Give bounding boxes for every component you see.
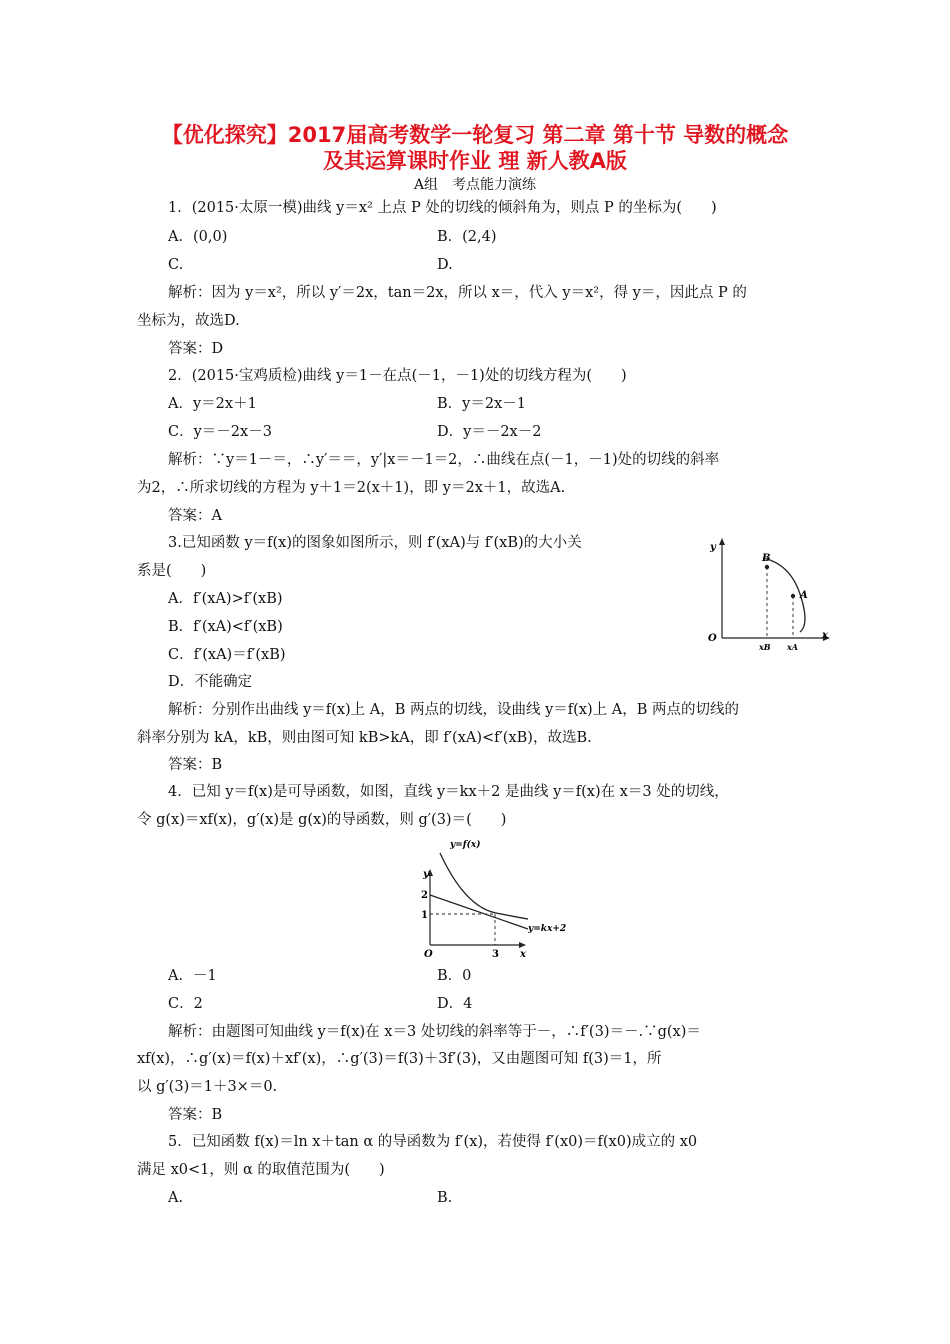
q2-solution-1: 解析：∵y＝1－＝，∴y′＝＝，y′|x＝－1＝2，∴曲线在点(－1，－1)处的切线的斜率 <box>168 452 720 468</box>
q3-label-y: y <box>710 542 716 553</box>
q4-option-c: C．2 <box>168 996 203 1012</box>
q4-label-curve: y=f(x) <box>450 840 481 850</box>
q5-stem-2: 满足 x0<1，则 α 的取值范围为( ) <box>137 1162 385 1178</box>
q4-answer: 答案：B <box>168 1107 223 1123</box>
q4-curve-f <box>440 853 528 919</box>
q3-option-b: B．f′(xA)<f′(xB) <box>168 619 283 635</box>
q4-tick-1: 1 <box>421 910 428 921</box>
q4-label-o: O <box>424 949 433 960</box>
q4-option-d: D．4 <box>437 996 473 1012</box>
q3-stem-1: 3.已知函数 y＝f(x)的图象如图所示，则 f′(xA)与 f′(xB)的大小关 <box>168 535 582 551</box>
doc-title-line2: 及其运算课时作业 理 新人教A版 <box>323 149 627 173</box>
q3-curve <box>763 558 805 632</box>
q1-option-d: D. <box>437 257 453 273</box>
q2-answer: 答案：A <box>168 508 222 524</box>
q4-tick-2: 2 <box>421 890 428 901</box>
q3-point-a <box>791 594 795 598</box>
q5-stem-1: 5．已知函数 f(x)＝ln x＋tan α 的导函数为 f′(x)，若使得 f′(x0)＝f(x0)成立的 x0 <box>168 1134 698 1150</box>
q4-tangent-line <box>430 895 528 929</box>
q4-stem-2: 令 g(x)＝xf(x)，g′(x)是 g(x)的导函数，则 g′(3)＝( ) <box>137 812 507 828</box>
q3-option-c: C．f′(xA)＝f′(xB) <box>168 647 286 663</box>
q1-option-c: C. <box>168 257 184 273</box>
group-heading: A组 考点能力演练 <box>413 177 537 193</box>
q1-answer: 答案：D <box>168 341 224 357</box>
q3-stem-2: 系是( ) <box>137 563 207 579</box>
q3-label-x: x <box>822 630 828 641</box>
q4-x-arrow <box>519 942 526 948</box>
q3-option-a: A．f′(xA)>f′(xB) <box>168 591 283 607</box>
q1-solution-1: 解析：因为 y＝x²，所以 y′＝2x，tan＝2x，所以 x＝，代入 y＝x²，得 y＝，因此点 P 的 <box>168 285 747 301</box>
doc-title-line1: 【优化探究】2017届高考数学一轮复习 第二章 第十节 导数的概念 <box>161 123 789 147</box>
q1-option-a: A．(0,0) <box>168 229 228 245</box>
q4-option-b: B．0 <box>437 968 472 984</box>
q3-y-arrow <box>719 538 725 545</box>
q5-option-b: B. <box>437 1190 453 1206</box>
q4-label-line: y=kx+2 <box>528 924 567 934</box>
q3-option-d: D．不能确定 <box>168 674 253 690</box>
q2-solution-2: 为2，∴所求切线的方程为 y＋1＝2(x＋1)，即 y＝2x＋1，故选A. <box>137 480 566 496</box>
q3-label-xa: xA <box>787 642 798 652</box>
q1-stem: 1．(2015·太原一模)曲线 y＝x² 上点 P 处的切线的倾斜角为，则点 P 的坐标为( ) <box>168 200 717 216</box>
q4-solution-1: 解析：由题图可知曲线 y＝f(x)在 x＝3 处切线的斜率等于－，∴f′(3)＝－.∵g(x)＝ <box>168 1024 701 1040</box>
q2-option-b: B．y＝2x－1 <box>437 396 526 412</box>
q2-option-c: C．y＝－2x－3 <box>168 424 272 440</box>
q4-tick-3: 3 <box>492 949 499 960</box>
q4-label-y: y <box>423 869 429 880</box>
q3-figure <box>700 530 840 655</box>
q3-solution-2: 斜率分别为 kA，kB，则由图可知 kB>kA，即 f′(xA)<f′(xB)，故选B. <box>137 730 592 746</box>
q3-point-b <box>765 565 769 569</box>
q1-option-b: B．(2,4) <box>437 229 497 245</box>
q2-option-d: D．y＝－2x－2 <box>437 424 542 440</box>
q3-label-xb: xB <box>759 642 771 652</box>
q3-label-a: A <box>800 590 808 601</box>
q2-option-a: A．y＝2x＋1 <box>168 396 257 412</box>
q1-solution-2: 坐标为，故选D. <box>137 313 240 329</box>
q3-answer: 答案：B <box>168 757 223 773</box>
q4-solution-2: xf(x)，∴g′(x)＝f(x)＋xf′(x)，∴g′(3)＝f(3)＋3f′(3)，又由题图可知 f(3)＝1，所 <box>137 1051 662 1067</box>
q4-figure <box>410 835 580 960</box>
q4-label-x: x <box>520 949 526 960</box>
q4-stem-1: 4．已知 y＝f(x)是可导函数，如图，直线 y＝kx＋2 是曲线 y＝f(x)在 x＝3 处的切线， <box>168 784 729 800</box>
q2-stem: 2．(2015·宝鸡质检)曲线 y＝1－在点(－1，－1)处的切线方程为( ) <box>168 368 627 384</box>
q3-solution-1: 解析：分别作出曲线 y＝f(x)上 A，B 两点的切线，设曲线 y＝f(x)上 A，B 两点的切线的 <box>168 702 740 718</box>
q4-solution-3: 以 g′(3)＝1＋3×＝0. <box>137 1079 278 1095</box>
q4-option-a: A．－1 <box>168 968 217 984</box>
q3-label-b: B <box>762 553 771 564</box>
q3-label-o: O <box>708 633 717 644</box>
q5-option-a: A. <box>168 1190 184 1206</box>
